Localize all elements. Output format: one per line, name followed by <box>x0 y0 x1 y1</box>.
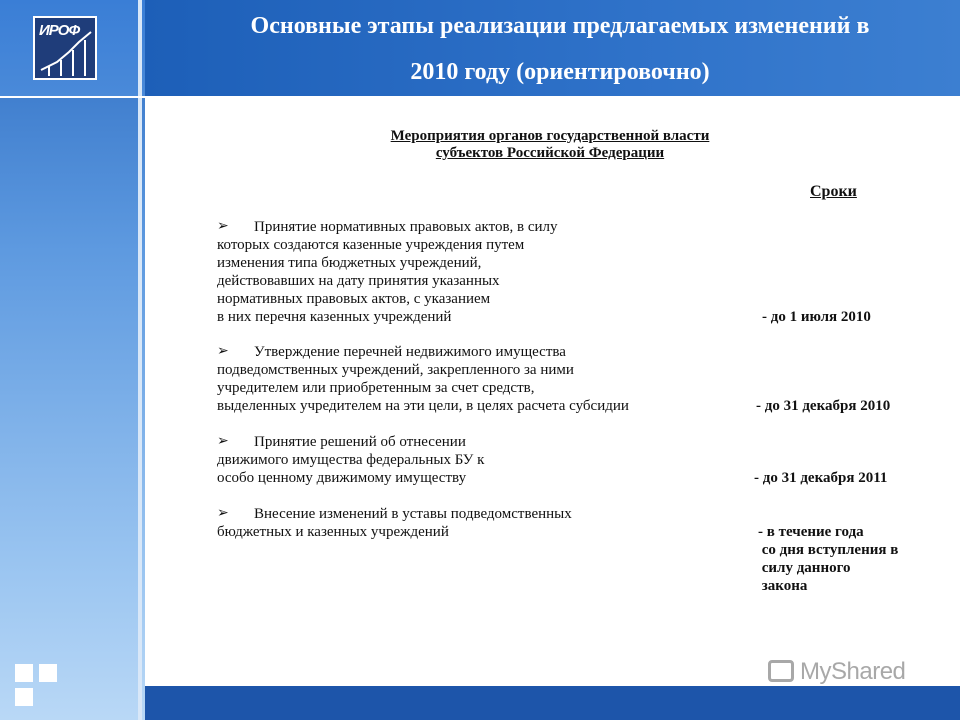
arrow-bullet-icon: ➢ <box>217 506 229 521</box>
item-deadline: - в течение года со дня вступления в силу данного закона <box>758 524 899 594</box>
arrow-bullet-icon: ➢ <box>217 219 229 234</box>
subheading-line2: субъектов Российской Федерации <box>435 145 665 161</box>
arrow-bullet-icon: ➢ <box>217 434 229 449</box>
myshared-logo-icon <box>768 660 794 682</box>
watermark-text: MyShared <box>800 658 906 685</box>
slide-title-line1: Основные этапы реализации предлагаемых изменений в <box>250 13 870 39</box>
list-item: Принятие нормативных правовых актов, в силу которых создаются казенные учреждения путем изменения типа бюджетных учреждений, действовавших на дату принятия указанных нормативных правовых актов, с указанием в них перечня казенных учреждений <box>217 219 558 325</box>
item-deadline: - до 1 июля 2010 <box>762 309 871 325</box>
logo-text: ИРОФ <box>39 22 80 39</box>
section-subheading <box>330 128 770 162</box>
deadline-column-header: Сроки <box>810 183 857 200</box>
subheading-line1: Мероприятия органов государственной власти <box>390 128 710 144</box>
item-deadline: - до 31 декабря 2010 <box>756 398 891 414</box>
list-item: Принятие решений об отнесении движимого имущества федеральных БУ к особо ценному движимому имуществу <box>217 434 485 486</box>
list-item: Внесение изменений в уставы подведомственных бюджетных и казенных учреждений <box>217 506 572 540</box>
arrow-bullet-icon: ➢ <box>217 344 229 359</box>
list-item: Утверждение перечней недвижимого имущества подведомственных учреждений, закрепленного за ними учредителем или приобретенным за счет средств, выделенных учредителем на эти цели, в целях расчета субсидии <box>217 344 629 414</box>
item-deadline: - до 31 декабря 2011 <box>754 470 888 486</box>
slide-title-line2: 2010 году (ориентировочно) <box>410 59 710 85</box>
